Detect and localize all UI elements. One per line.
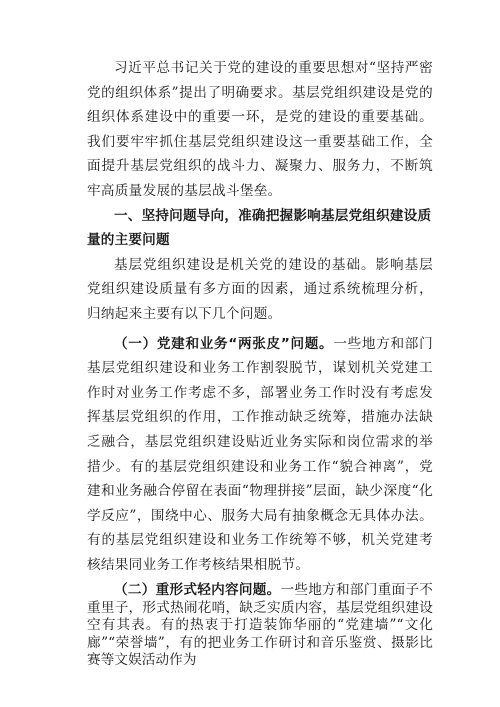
item-1-body: 一些地方和部门基层党组织建设和业务工作割裂脱节，谋划机关党建工作时对业务工作考虑不多，部署业务工作时没有考虑发挥基层党组织的作用，工作推动缺乏统筹，措施办法缺乏融合，基层党组织建设贴近业务实际和岗位需求的举措少。有的基层党组织建设和业务工作“貌合神离”，党建和业务融合停留在表面“物理拼接”层面，缺少深度“化学反应”，围绕中心、服务大局有抽象概念无具体办法。有的基层党组织建设和业务工作统筹不够，机关党建考核结果同业务工作考核结果相脱节。 — [87, 335, 433, 573]
item-1-title: （一）党建和业务“两张皮”问题。 — [114, 335, 334, 352]
item-2-title: （二）重形式轻内容问题。 — [114, 582, 281, 599]
item-2-body: 一些地方和部门重面子不重里子，形式热闹花哨，缺乏实质内容，基层党组织建设空有其表。有的热衷于打造装饰华丽的“党建墙”“文化廊”“荣誉墙”，有的把业务工作研讨和音乐鉴赏、摄影比赛等文娱活动作为 — [87, 582, 433, 669]
item-2-paragraph — [87, 582, 433, 670]
section-1-heading: 一、坚持问题导向，准确把握影响基层党组织建设质量的主要问题 — [87, 207, 432, 249]
intro-paragraph: 习近平总书记关于党的建设的重要思想对“坚持严密党的组织体系”提出了明确要求。基层党组织建设是党的组织体系建设中的重要一环，是党的建设的重要基础。我们要牢牢抓住基层党组织建设这一重要基础工作，全面提升基层党组织的战斗力、凝聚力、服务力，不断筑牢高质量发展的基层战斗堡垒。 — [87, 60, 433, 199]
document-page — [87, 56, 433, 670]
item-1-paragraph — [87, 332, 433, 578]
section-1-intro-paragraph: 基层党组织建设是机关党的建设的基础。影响基层党组织建设质量有多方面的因素，通过系统梳理分析，归纳起来主要有以下几个问题。 — [87, 256, 433, 322]
